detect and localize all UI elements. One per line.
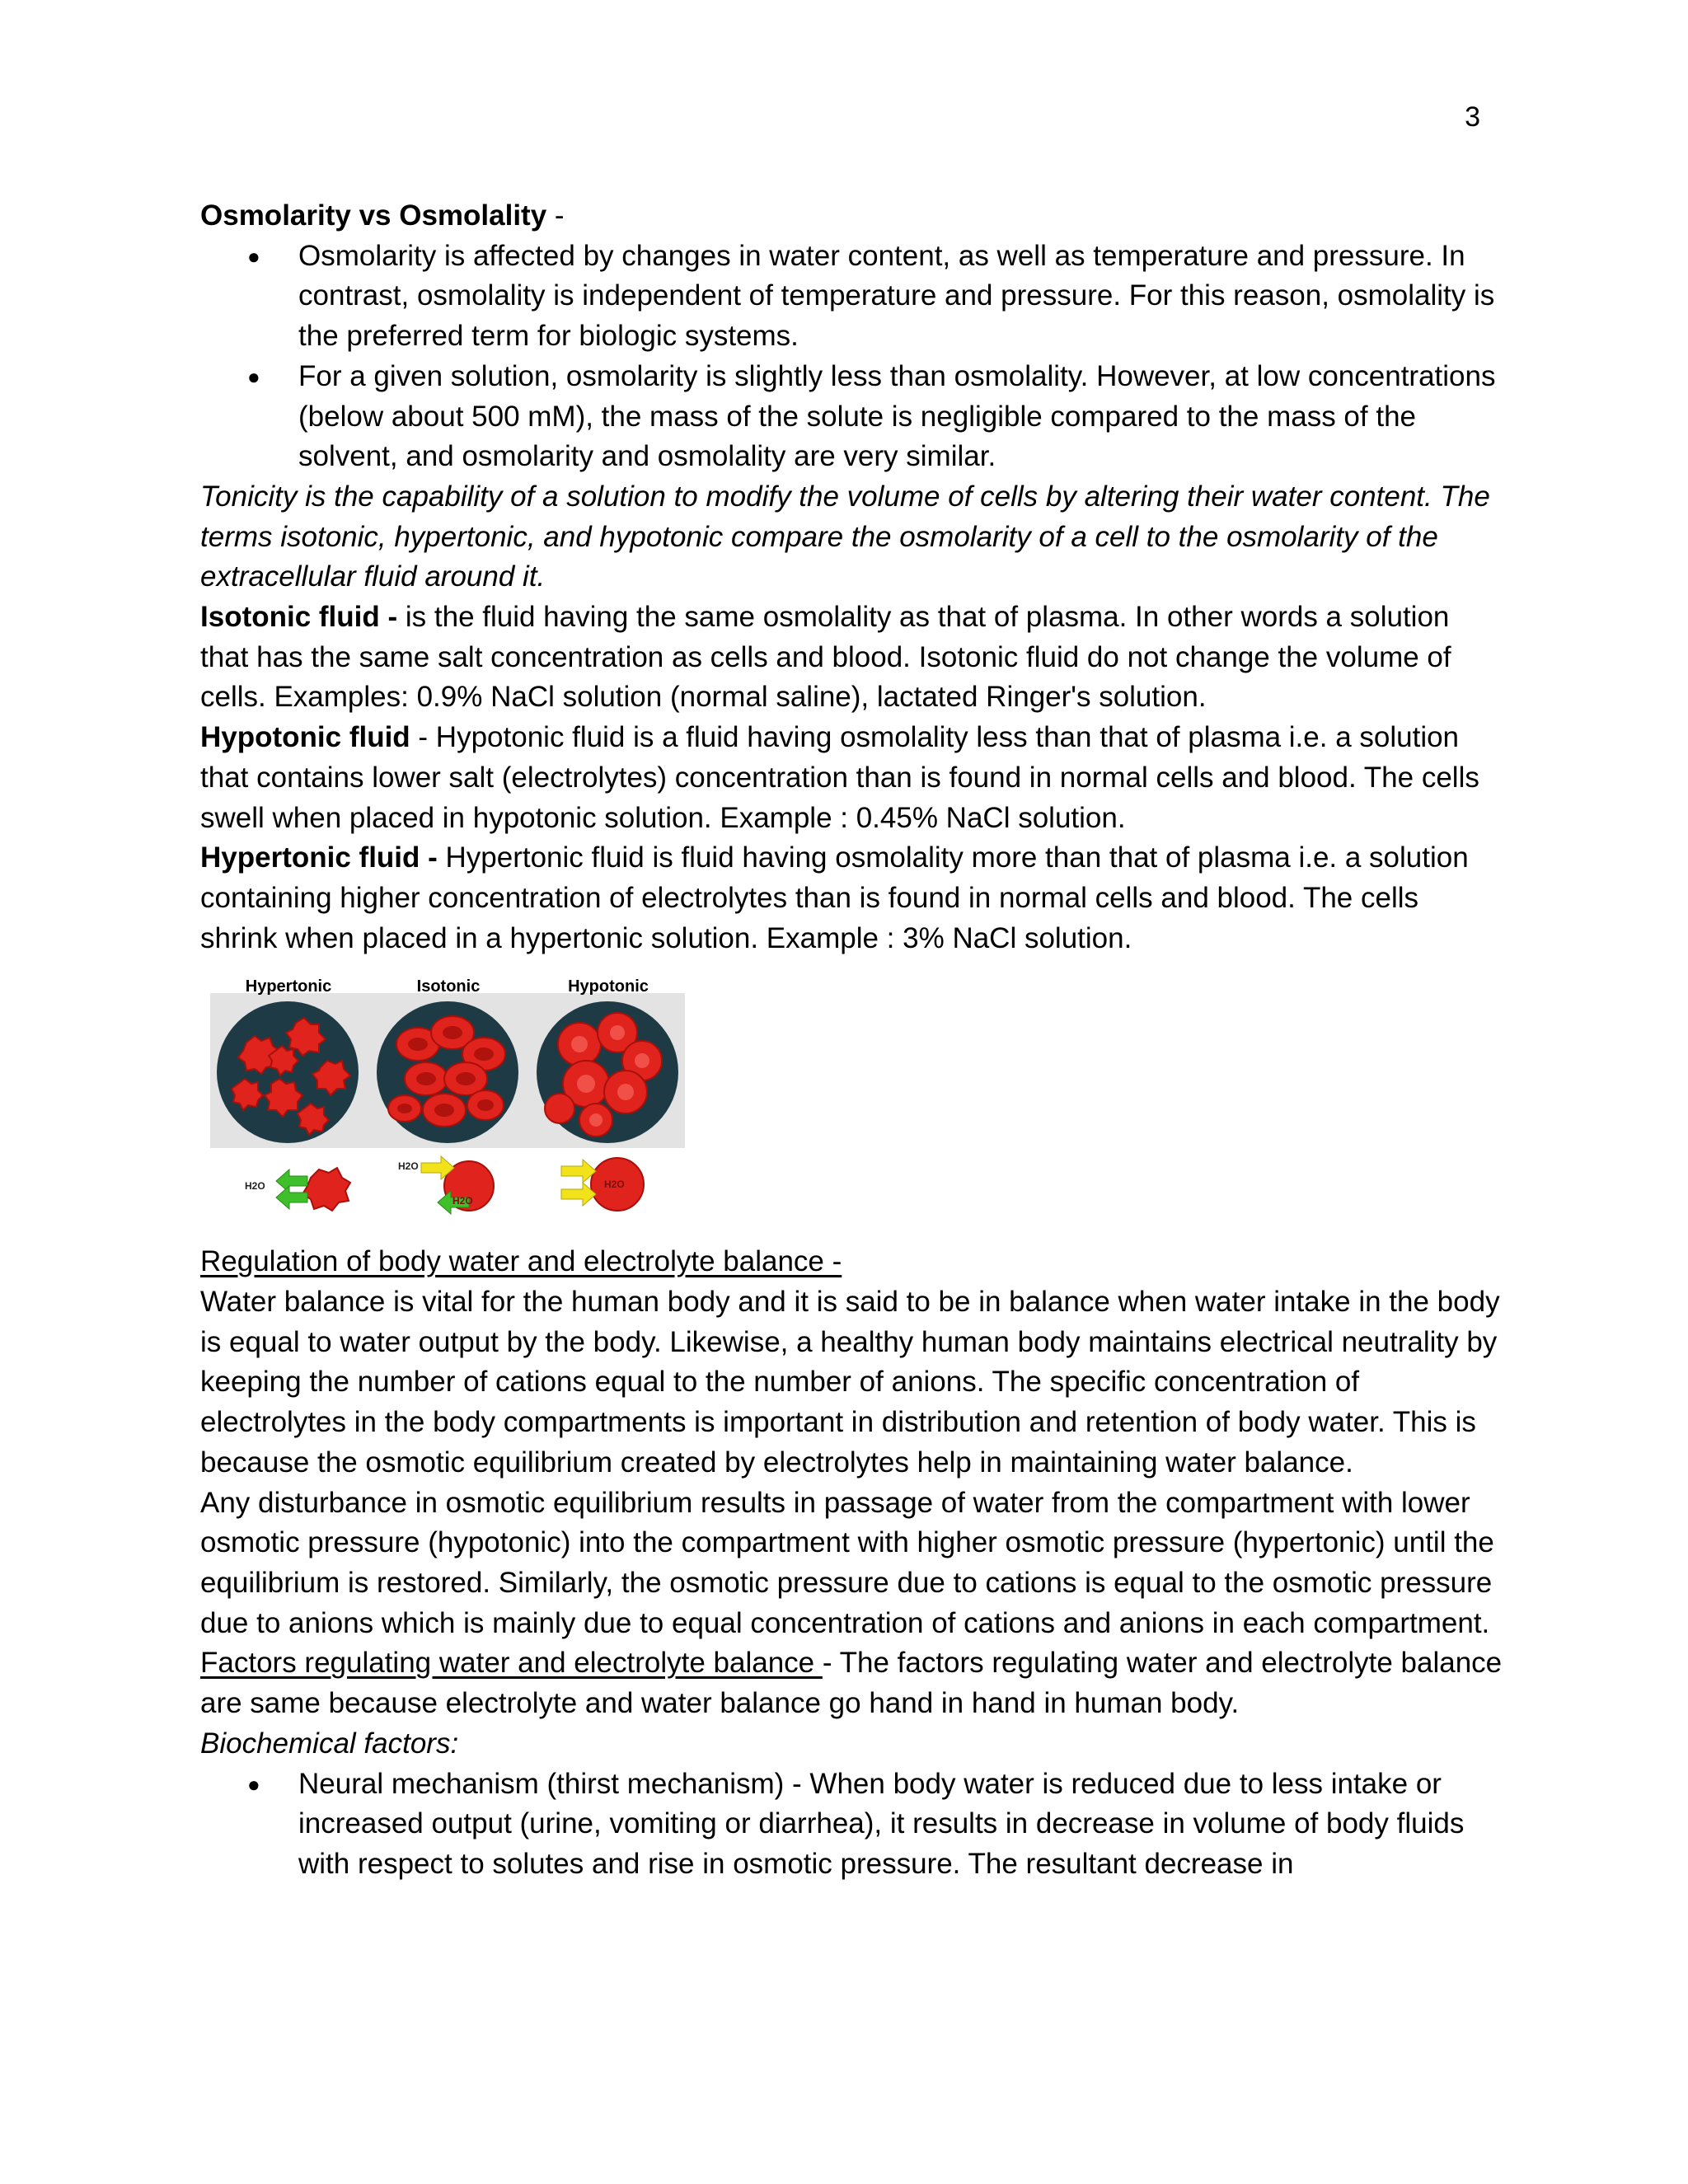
biochemical-factors-list	[200, 1765, 1503, 1885]
factors-heading: Factors regulating water and electrolyte balance	[200, 1647, 823, 1680]
figure-label-hypotonic: Hypotonic	[568, 977, 649, 996]
osmolarity-title: Osmolarity vs Osmolality	[200, 199, 547, 232]
hypertonic-text: Hypertonic fluid is fluid having osmolality more than that of plasma i.e. a solution containing higher concentration of electrolytes than is found in normal cells and blood. The cells shrink when placed in a hypertonic solution. Example : 3% NaCl solution.	[200, 841, 1469, 954]
isotonic-paragraph	[200, 598, 1503, 718]
water-label: H2O	[245, 1180, 265, 1193]
isotonic-text: is the fluid having the same osmolality as that of plasma. In other words a solution that has the same salt concentration as cells and blood. Isotonic fluid do not change the volume of cells. Examples: 0.9% NaCl solution (normal saline), lactated Ringer's solution.	[200, 601, 1451, 714]
hypotonic-term: Hypotonic fluid	[200, 721, 410, 754]
hypertonic-paragraph	[200, 838, 1503, 958]
document-body	[200, 196, 1503, 1885]
hypotonic-paragraph	[200, 718, 1503, 838]
hypertonic-single-cell	[276, 1168, 350, 1211]
list-item: ● Osmolarity is affected by changes in water content, as well as temperature and pressure. In contrast, osmolality is independent of temperature and pressure. For this reason, osmolality is the preferred term for biologic systems.	[298, 237, 1503, 357]
water-label: H2O	[398, 1160, 419, 1173]
page-number: 3	[1465, 101, 1480, 133]
hypotonic-single-cell	[561, 1158, 644, 1211]
tonicity-illustration	[205, 968, 685, 1230]
regulation-paragraph-2: Any disturbance in osmotic equilibrium results in passage of water from the compartment with lower osmotic pressure (hypotonic) into the compartment with higher osmotic pressure (hypertonic) until the equilibrium is restored. Similarly, the osmotic pressure due to cations is equal to the osmotic pressure due to anions which is mainly due to equal concentration of cations and anions in each compartment.	[200, 1486, 1494, 1639]
list-item: ● For a given solution, osmolarity is slightly less than osmolality. However, at low concentrations (below about 500 mM), the mass of the solute is negligible compared to the mass of the solvent, and osmolarity and osmolality are very similar.	[298, 357, 1503, 477]
figure-label-hypertonic: Hypertonic	[245, 977, 332, 996]
factors-text: - The factors regulating water and electrolyte balance are same because electrolyte and water balance go hand in hand in human body.	[200, 1647, 1503, 1720]
tonicity-paragraph: Tonicity is the capability of a solution to modify the volume of cells by altering their water content. The terms isotonic, hypertonic, and hypotonic compare the osmolarity of a cell to the osmolarity of the extracellular fluid around it.	[200, 480, 1490, 593]
hypotonic-text: - Hypotonic fluid is a fluid having osmolality less than that of plasma i.e. a solution that contains lower salt (electrolytes) concentration than is found in normal cells and blood. The cells swell when placed in hypotonic solution. Example : 0.45% NaCl solution.	[200, 721, 1479, 834]
water-label: H2O	[604, 1179, 625, 1191]
tonicity-figure	[205, 968, 685, 1230]
regulation-paragraph-1: Water balance is vital for the human body and it is said to be in balance when water intake in the body is equal to water output by the body. Likewise, a healthy human body maintains electrical neutrality by keeping the number of cations equal to the number of anions. The specific concentration of electrolytes in the body compartments is important in distribution and retention of body water. This is because the osmotic equilibrium created by electrolytes help in maintaining water balance.	[200, 1286, 1500, 1479]
regulation-heading-text: Regulation of body water and electrolyte balance -	[200, 1245, 842, 1278]
osmolarity-title-suffix: -	[546, 199, 565, 232]
figure-label-isotonic: Isotonic	[416, 977, 481, 996]
list-item: ● Neural mechanism (thirst mechanism) - When body water is reduced due to less intake or increased output (urine, vomiting or diarrhea), it results in decrease in volume of body fluids with respect to solutes and rise in osmotic pressure. The resultant decrease in	[298, 1765, 1503, 1885]
factors-paragraph	[200, 1643, 1503, 1723]
section-heading-osmolarity	[200, 196, 1503, 237]
biochemical-factors-heading: Biochemical factors:	[200, 1727, 459, 1760]
hypertonic-term: Hypertonic fluid -	[200, 841, 438, 874]
osmolarity-bullet-list	[200, 237, 1503, 477]
isotonic-term: Isotonic fluid -	[200, 601, 406, 634]
water-label: H2O	[452, 1195, 473, 1207]
regulation-heading	[200, 1242, 1503, 1282]
